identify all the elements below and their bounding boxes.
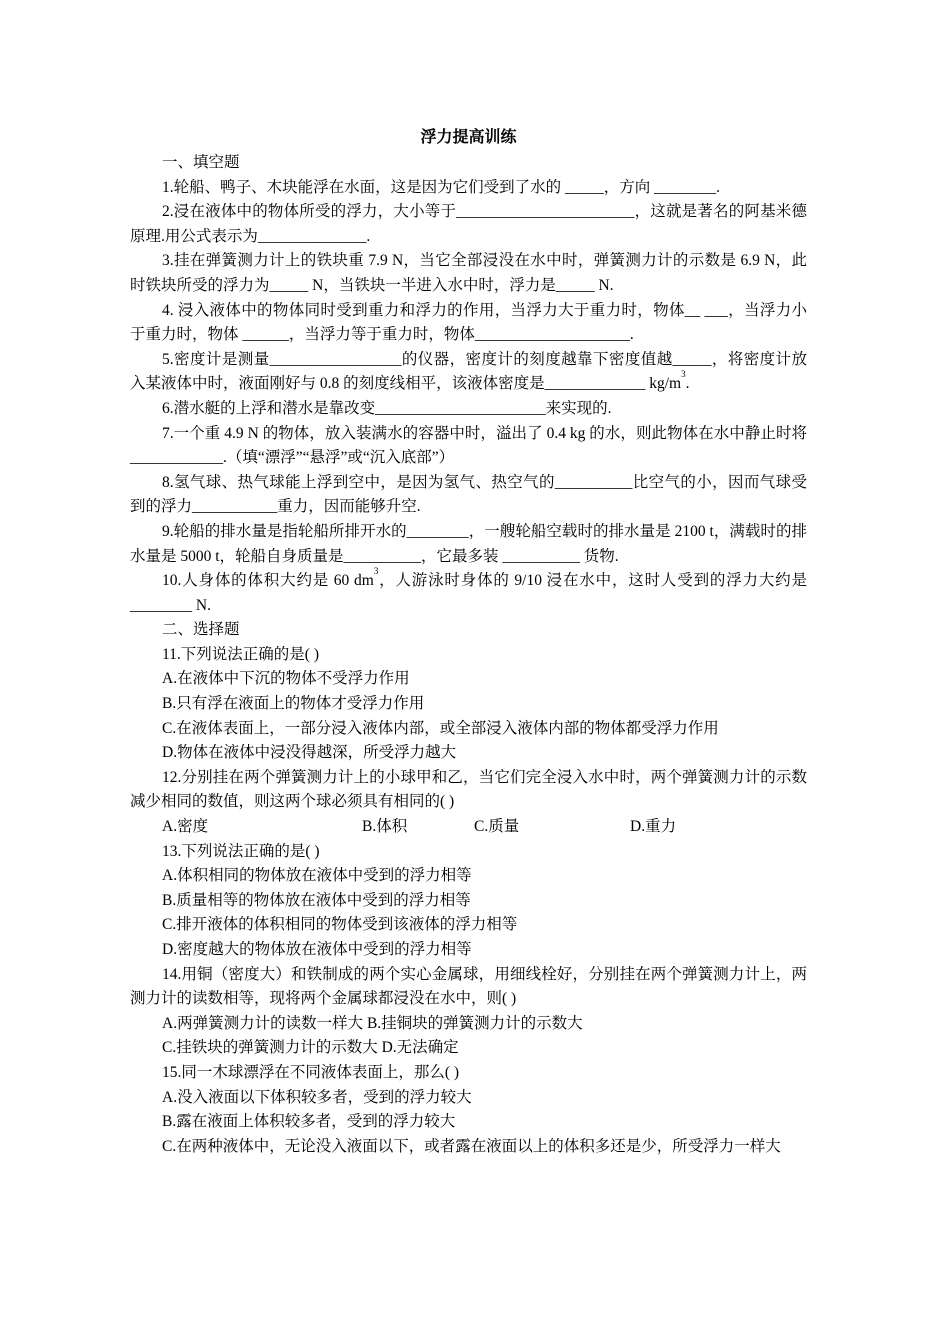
- question-15-option-b: B.露在液面上体积较多者，受到的浮力较大: [162, 1113, 456, 1131]
- page-title: 浮力提高训练: [420, 129, 517, 146]
- question-10-text-a: 10.人身体的体积大约是 60 dm: [162, 572, 374, 590]
- superscript: 3: [373, 566, 379, 577]
- question-13: 13.下列说法正确的是( ): [162, 842, 320, 860]
- question-11-option-c: C.在液体表面上，一部分浸入液体内部，或全部浸入液体内部的物体都受浮力作用: [162, 719, 719, 737]
- question-15: 15.同一木球漂浮在不同液体表面上，那么( ): [162, 1063, 460, 1081]
- question-14: 14.用铜（密度大）和铁制成的两个实心金属球，用细线栓好，分别挂在两个弹簧测力计上，两测力计的读数相等，现将两个金属球都浸没在水中，则( ): [130, 965, 807, 1008]
- question-4: 4. 浸入液体中的物体同时受到重力和浮力的作用，当浮力大于重力时，物体__ ___，当浮力小于重力时，物体 ______，当浮力等于重力时，物体____________________.: [130, 301, 807, 344]
- question-13-option-b: B.质量相等的物体放在液体中受到的浮力相等: [162, 891, 471, 909]
- question-11-option-a: A.在液体中下沉的物体不受浮力作用: [162, 670, 410, 688]
- question-7: 7.一个重 4.9 N 的物体，放入装满水的容器中时，溢出了 0.4 kg 的水，则此物体在水中静止时将 ____________.（填“漂浮”“悬浮”或“沉入底部”）: [130, 424, 807, 467]
- question-13-option-d: D.密度越大的物体放在液体中受到的浮力相等: [162, 941, 472, 958]
- question-13-option-c: C.排开液体的体积相同的物体受到该液体的浮力相等: [162, 916, 518, 934]
- section-heading-fill-blank: 一、填空题: [162, 154, 240, 171]
- question-6: 6.潜水艇的上浮和潜水是靠改变______________________来实现的.: [162, 399, 612, 417]
- question-12-options: [130, 815, 807, 840]
- question-9: 9.轮船的排水量是指轮船所排开水的________，一艘轮船空载时的排水量是 2100 t，满载时的排水量是 5000 t，轮船自身质量是__________，它最多装 __________ 货物.: [130, 522, 807, 565]
- question-3: 3.挂在弹簧测力计上的铁块重 7.9 N，当它全部浸没在水中时，弹簧测力计的示数是 6.9 N，此时铁块所受的浮力为_____ N，当铁块一半进入水中时，浮力是_____ N.: [130, 252, 807, 294]
- superscript: 3: [681, 369, 686, 380]
- question-11-option-b: B.只有浮在液面上的物体才受浮力作用: [162, 695, 425, 713]
- question-14-options-ab: A.两弹簧测力计的读数一样大 B.挂铜块的弹簧测力计的示数大: [162, 1014, 583, 1032]
- section-heading-multiple-choice: 二、选择题: [162, 621, 240, 639]
- question-12-option-d: D.重力: [630, 818, 677, 836]
- document-body: [130, 125, 807, 1159]
- question-5: [130, 348, 807, 397]
- question-12-option-a: A.密度: [162, 818, 209, 836]
- question-14-options-cd: C.挂铁块的弹簧测力计的示数大 D.无法确定: [162, 1039, 459, 1057]
- question-5-text: 5.密度计是测量_________________的仪器，密度计的刻度越靠下密度值越_____，将密度计放入某液体中时，液面刚好与 0.8 的刻度线相平，该液体密度是_____________ kg/m: [130, 350, 807, 393]
- question-12-option-b: B.体积: [362, 818, 408, 836]
- question-13-option-a: A.体积相同的物体放在液体中受到的浮力相等: [162, 867, 472, 885]
- question-15-option-a: A.没入液面以下体积较多者，受到的浮力较大: [162, 1088, 472, 1106]
- question-15-option-c: C.在两种液体中，无论没入液面以下，或者露在液面以上的体积多还是少，所受浮力一样大: [162, 1137, 781, 1155]
- question-12-option-c: C.质量: [474, 818, 520, 836]
- question-2: 2.浸在液体中的物体所受的浮力，大小等于_______________________，这就是著名的阿基米德原理.用公式表示为______________.: [130, 203, 807, 245]
- question-5-end: .: [685, 375, 690, 393]
- question-1: 1.轮船、鸭子、木块能浮在水面，这是因为它们受到了水的 _____，方向 ________.: [162, 178, 721, 196]
- question-12: 12.分别挂在两个弹簧测力计上的小球甲和乙，当它们完全浸入水中时，两个弹簧测力计的示数减少相同的数值，则这两个球必须具有相同的( ): [130, 768, 807, 811]
- question-11-option-d: D.物体在液体中浸没得越深，所受浮力越大: [162, 744, 457, 762]
- question-11: 11.下列说法正确的是( ): [162, 645, 319, 663]
- question-8: 8.氢气球、热气球能上浮到空中，是因为氢气、热空气的__________比空气的小，因而气球受到的浮力___________重力，因而能够升空.: [130, 473, 807, 516]
- question-10-text-b: ，人游泳时身体的 9/10 浸在水中，这时人受到的浮力大约是________ N.: [130, 572, 808, 614]
- question-10: [130, 566, 808, 618]
